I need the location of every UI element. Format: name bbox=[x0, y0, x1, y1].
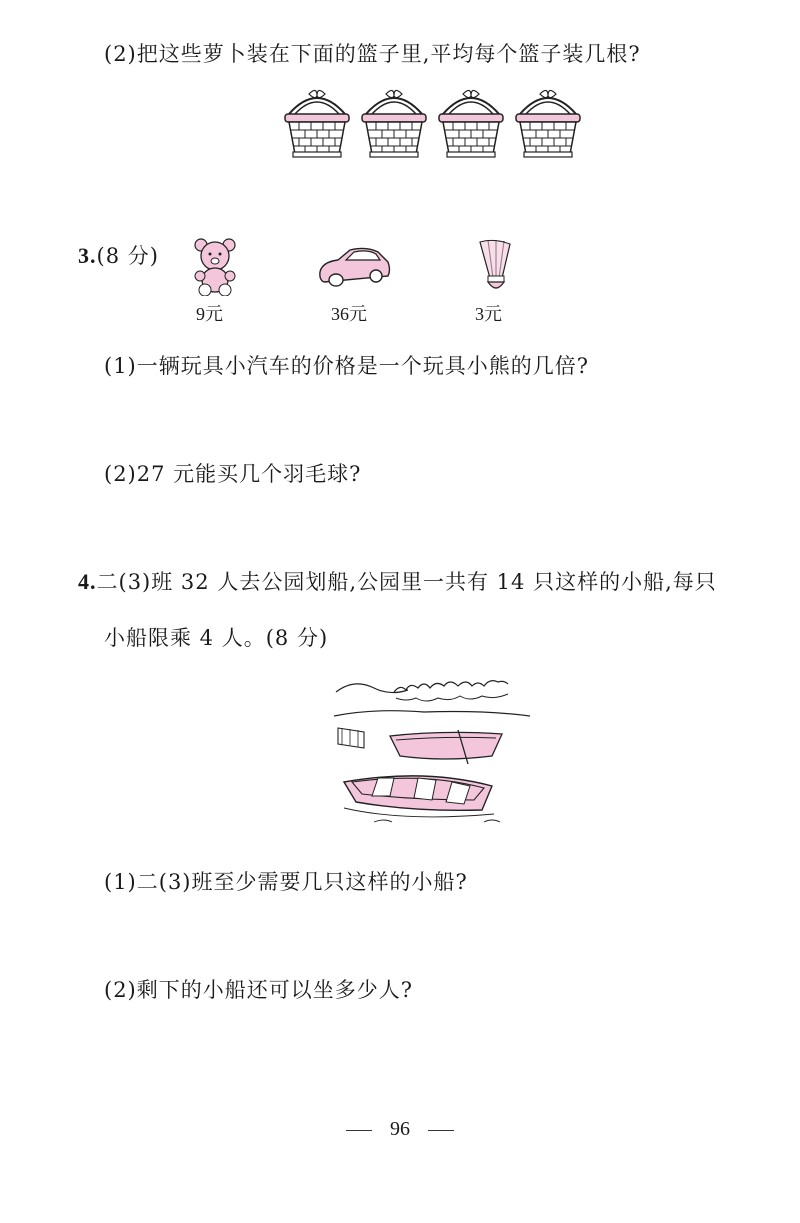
teddy-price: 9元 bbox=[196, 304, 223, 324]
q3-part2-text: (2)27 元能买几个羽毛球? bbox=[104, 462, 362, 486]
toy-car-icon bbox=[316, 242, 392, 290]
footer-dash-left bbox=[346, 1130, 372, 1131]
car-price: 36元 bbox=[331, 304, 367, 324]
q3-part1-text: (1)一辆玩具小汽车的价格是一个玩具小熊的几倍? bbox=[104, 354, 590, 378]
footer-dash-right bbox=[428, 1130, 454, 1131]
teddy-bear-icon bbox=[190, 236, 240, 296]
page-number: 96 bbox=[390, 1118, 410, 1140]
q4-part2-text: (2)剩下的小船还可以坐多少人? bbox=[104, 978, 414, 1002]
q3-number: 3. bbox=[78, 243, 97, 268]
baskets-illustration bbox=[283, 88, 583, 162]
page-footer bbox=[0, 1118, 800, 1141]
q4-line1-text: 二(3)班 32 人去公园划船,公园里一共有 14 只这样的小船,每只 bbox=[96, 570, 717, 594]
q4-number: 4. bbox=[78, 569, 97, 594]
q2-part2-text: (2)把这些萝卜装在下面的篮子里,平均每个篮子装几根? bbox=[104, 42, 641, 66]
q4-line2-text: 小船限乘 4 人。(8 分) bbox=[104, 626, 329, 650]
q4-line1 bbox=[78, 566, 717, 596]
q3-header bbox=[78, 240, 159, 270]
shuttlecock-price: 3元 bbox=[475, 304, 502, 324]
q4-part1-text: (1)二(3)班至少需要几只这样的小船? bbox=[104, 870, 468, 894]
shuttlecock-icon bbox=[474, 238, 514, 294]
q3-score: (8 分) bbox=[96, 244, 159, 268]
boats-illustration bbox=[334, 672, 530, 832]
